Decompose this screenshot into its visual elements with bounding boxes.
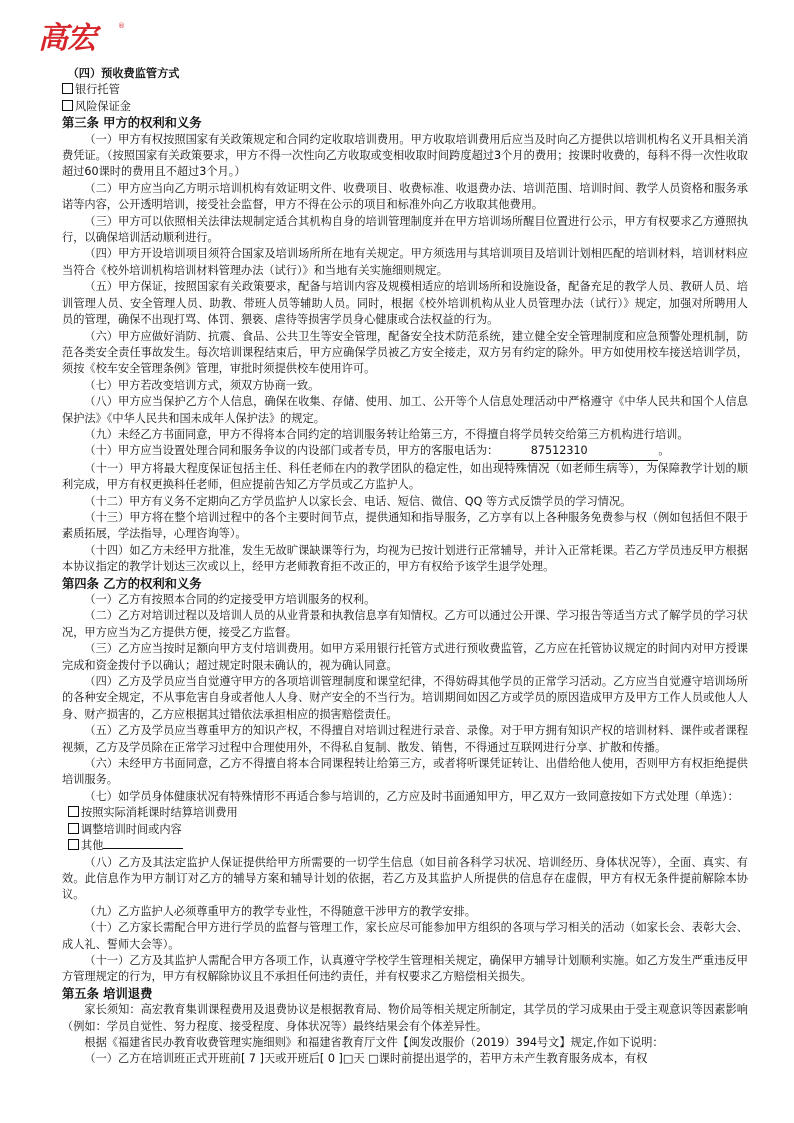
customer-service-phone[interactable]: 87512310	[498, 443, 658, 460]
article-3-item: （七）甲方若改变培训方式，须双方协商一致。	[84, 378, 320, 392]
other-input-line[interactable]	[103, 848, 183, 849]
registered-mark: ®	[118, 22, 125, 30]
logo-text: 高宏	[38, 21, 96, 56]
option-label: 调整培训时间或内容	[81, 822, 182, 836]
article-3-title: 第三条 甲方的权利和义务	[62, 116, 202, 131]
checkbox-icon[interactable]	[68, 823, 79, 834]
article-3-item: （二）甲方应当向乙方明示培训机构有效证明文件、收费项目、收费标准、收退费办法、培训范围、培训时间、教学人员资格和服务承诺等内容，公开透明培训，接受社会监督，甲方不得在公示的项目和标准外向乙方收取其他费用。	[62, 181, 748, 212]
article-4-item: （三）乙方应当按时足额向甲方支付培训费用。如甲方采用银行托管方式进行预收费监管，乙方应在托管协议规定的时间内对甲方授课完成和资金拨付予以确认；超过规定时限未确认的，视为确认同意。	[62, 642, 748, 672]
article-3-item: （一）甲方有权按照国家有关政策规定和合同约定收取培训费用。甲方收取培训费用后应当及时向乙方提供以培训机构名义开具相关消费凭证。（按照国家有关政策要求，甲方不得一次性向乙方收取或变相收取时间跨度超过3个月的费用；按课时收费的，每科不得一次性收取超过60课时的费用且不超过3个月。）	[62, 132, 748, 179]
fee-supervision-heading: （四）预收费监管方式	[67, 67, 180, 80]
refund-notice: 家长须知：高宏教育集训课程费用及退费协议是根据教育局、物价局等相关规定所制定，其学员的学习成果由于受主观意识等因素影响（例如：学员自觉性、努力程度、接受程度、身体状况等）最终结果会有个体差异性。	[62, 1003, 748, 1033]
article-3-item: （三）甲方可以依照相关法律法规制定适合其机构自身的培训管理制度并在甲方培训场所醒目位置进行公示，甲方有权要求乙方遵照执行，以确保培训活动顺利进行。	[62, 214, 748, 245]
checkbox-icon[interactable]	[62, 100, 73, 111]
article-3-item: （六）甲方应做好消防、抗震、食品、公共卫生等安全管理，配备安全技术防范系统，建立健全安全管理制度和应急预警处理机制，防范各类安全责任事故发生。每次培训课程结束后，甲方应确保学员被乙方安全接走，双方另有约定的除外。甲方如使用校车接送培训学员，须按《校车安全管理条例》管理，审批时须提供校车使用许可。	[62, 329, 748, 376]
article-5-title: 第五条 培训退费	[62, 986, 153, 1001]
item-10-suffix: 。	[658, 444, 670, 458]
article-3-item: （四）甲方开设培训项目须符合国家及培训场所所在地有关规定。甲方须选用与其培训项目及培训计划相匹配的培训材料，培训材料应当符合《校外培训机构培训材料管理办法（试行）》和当地有关实施细则规定。	[62, 247, 748, 277]
article-3-item: （十二）甲方有义务不定期向乙方学员监护人以家长会、电话、短信、微信、QQ 等方式反馈学员的学习情况。	[84, 494, 632, 508]
fee-option-bank[interactable]	[62, 82, 748, 98]
option-label: 银行托管	[75, 83, 120, 97]
checkbox-icon[interactable]	[62, 83, 73, 94]
company-logo	[38, 21, 125, 56]
fee-option-deposit[interactable]	[62, 99, 748, 115]
article-3-item: （十四）如乙方未经甲方批准，发生无故旷课缺课等行为，均视为已按计划进行正常辅导，并计入正常耗课。若乙方学员违反甲方根据本协议指定的教学计划达三次或以上，经甲方老师教育拒不改正的，甲方有权给予该学生退学处理。	[62, 543, 748, 574]
item-10-prefix: （十）甲方应当设置处理合同和服务争议的内设部门或者专员，甲方的客服电话为：	[84, 444, 499, 458]
health-option-adjust[interactable]	[68, 822, 748, 838]
article-4-item: （五）乙方及学员应当尊重甲方的知识产权，不得擅自对培训过程进行录音、录像。对于甲方拥有知识产权的培训材料、课件或者课程视频，乙方及学员除在正常学习过程中合理使用外，不得私自复制、散发、销售，不得通过互联网进行分享、扩散和传播。	[62, 724, 748, 754]
option-label: 其他	[81, 839, 104, 853]
article-4-item: （四）乙方及学员应当自觉遵守甲方的各项培训管理制度和课堂纪律，不得妨碍其他学员的正常学习活动。乙方应当自觉遵守培训场所的各种安全规定，不从事危害自身或者他人人身、财产安全的不当行为。培训期间如因乙方或学员的原因造成甲方及甲方工作人员或他人人身、财产损害的，乙方应根据其过错依法承担相应的损害赔偿责任。	[62, 675, 748, 721]
article-4-item: （二）乙方对培训过程以及培训人员的从业背景和执教信息享有知情权。乙方可以通过公开课、学习报告等适当方式了解学员的学习状况，甲方应当为乙方提供方便，接受乙方监督。	[62, 609, 748, 639]
article-4-item: （一）乙方有按照本合同的约定接受甲方培训服务的权利。	[84, 593, 376, 606]
article-4-item: （八）乙方及其法定监护人保证提供给甲方所需要的一切学生信息（如目前各科学习状况、培训经历、身体状况等），全面、真实、有效。此信息作为甲方制订对乙方的辅导方案和辅导计划的依据，若乙方及其监护人所提供的信息存在虚假，甲方有权无条件提前解除本协议。	[62, 855, 748, 902]
checkbox-icon[interactable]	[68, 806, 79, 817]
article-4-item: （七）如学员身体健康状况有特殊情形不再适合参与培训的，乙方应及时书面通知甲方，甲乙双方一致同意按如下方式处理（单选）：	[84, 789, 739, 803]
article-3-item: （九）未经乙方书面同意，甲方不得将本合同约定的培训服务转让给第三方，不得擅自将学员转交给第三方机构进行培训。	[84, 427, 689, 441]
refund-item-1: （一）乙方在培训班正式开班前[ 7 ]天或开班后[ 0 ]□天 □课时前提出退学的，若甲方未产生教育服务成本，有权	[84, 1052, 648, 1066]
article-4-item: （十）乙方家长需配合甲方进行学员的监督与管理工作，家长应尽可能参加甲方组织的各项与学习相关的活动（如家长会、表彰大会、成人礼、誓师大会等）。	[62, 921, 748, 951]
article-3-item: （八）甲方应当保护乙方个人信息，确保在收集、存储、使用、加工、公开等个人信息处理活动中严格遵守《中华人民共和国个人信息保护法》《中华人民共和国未成年人保护法》的规定。	[62, 395, 748, 425]
refund-basis: 根据《福建省民办教育收费管理实施细则》和福建省教育厅文件【闽发改服价（2019）394号文】规定,作如下说明：	[84, 1035, 664, 1049]
article-4-title: 第四条 乙方的权利和义务	[62, 576, 202, 591]
article-3-item: （十三）甲方将在整个培训过程中的各个主要时间节点，提供通知和指导服务，乙方享有以上各种服务免费参与权（例如包括但不限于素质拓展，学法指导，心理咨询等）。	[62, 510, 748, 541]
article-4-item: （十一）乙方及其监护人需配合甲方各项工作，认真遵守学校学生管理相关规定，确保甲方辅导计划顺利实施。如乙方发生严重违反甲方管理规定的行为，甲方有权解除协议且不承担任何违约责任，并有权要求乙方赔偿相关损失。	[62, 953, 748, 984]
health-option-settle[interactable]	[68, 805, 748, 821]
checkbox-icon[interactable]	[68, 839, 79, 850]
article-4-item: （九）乙方监护人必须尊重甲方的教学专业性，不得随意干涉甲方的教学安排。	[84, 904, 476, 918]
article-3-item: （十一）甲方将最大程度保证包括主任、科任老师在内的教学团队的稳定性，如出现特殊情况（如老师生病等），为保障教学计划的顺利完成，甲方有权更换科任老师，但应提前告知乙方学员或乙方监护人。	[62, 461, 748, 492]
option-label: 按照实际消耗课时结算培训费用	[81, 806, 238, 820]
article-3-item: （五）甲方保证，按照国家有关政策要求，配备与培训内容及规模相适应的培训场所和设施设备，配备充足的教学人员、教研人员、培训管理人员、安全管理人员、助教、带班人员等辅助人员。同时，根据《校外培训机构从业人员管理办法（试行）》规定，加强对所聘用人员的管理，确保不出现打骂、体罚、猥亵、虐待等损害学员身心健康或合法权益的行为。	[62, 280, 748, 327]
article-4-item: （六）未经甲方书面同意，乙方不得擅自将本合同课程转让给第三方，或者将听课凭证转让、出借给他人使用，否则甲方有权拒绝提供培训服务。	[62, 757, 748, 787]
health-option-other[interactable]	[68, 838, 748, 854]
contract-body	[62, 66, 748, 1068]
option-label: 风险保证金	[75, 99, 131, 113]
article-3-item-10	[62, 443, 748, 460]
